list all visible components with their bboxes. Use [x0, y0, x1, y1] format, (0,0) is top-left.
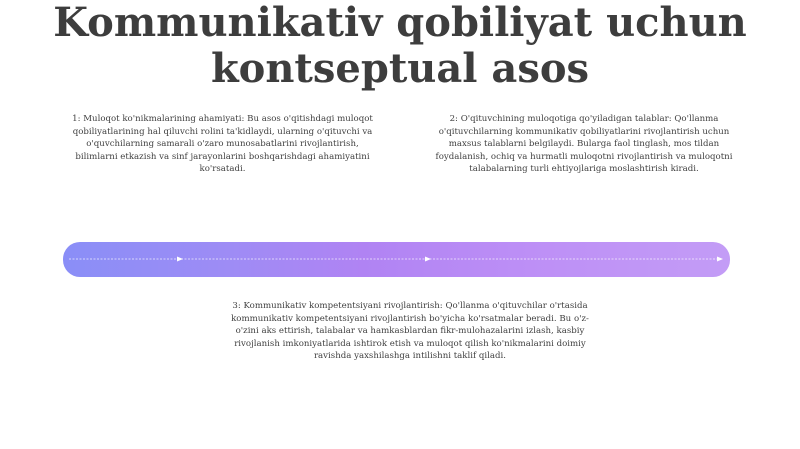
text-block-competence: [230, 300, 590, 363]
text-block-requirements: [428, 113, 740, 176]
arrow-icon: [717, 257, 723, 262]
block-text: Bu asos o'qitishdagi muloqot qobiliyatlarining hal qiluvchi rolini ta'kidlaydi, ularning o'qituvchi va o'quvchilarning samarali o'zaro munosabatlarini rivojlantirish, bilimlarni etkazish va sinf jarayonlarini boshqarishdagi ahamiyatini ko'rsatadi.: [72, 114, 373, 175]
block-heading: 1: Muloqot ko'nikmalarining ahamiyati:: [72, 114, 245, 124]
block-heading: 2: O'qituvchining muloqotiga qo'yiladigan talablar:: [449, 114, 672, 124]
timeline-arrows: [63, 242, 730, 277]
timeline-bar: [63, 242, 730, 277]
page-title: Kommunikativ qobiliyat uchun kontseptual asos: [53, 0, 747, 92]
block-heading: 3: Kommunikativ kompetentsiyani rivojlantirish:: [232, 301, 443, 311]
text-block-importance: [70, 113, 375, 176]
arrow-icon: [177, 257, 183, 262]
block-text: Qo'llanma o'qituvchilar o'rtasida kommunikativ kompetentsiyani rivojlantirish bo'yicha ko'rsatmalar beradi. Bu o'z-o'zini aks ettirish, talabalar va hamkasblardan fikr-mulohazalarini izlash, kasbiy rivojlanish imkoniyatlarida ishtirok etish va muloqot qilish ko'nikmalarini doimiy ravishda yaxshilashga intilishni taklif qiladi.: [231, 301, 589, 362]
arrow-icon: [425, 257, 431, 262]
block-text: Qo'llanma o'qituvchilarning kommunikativ qobiliyatlarini rivojlantirish uchun maxsus talablarni belgilaydi. Bularga faol tinglash, mos tildan foydalanish, ochiq va hurmatli muloqotni rivojlantirish va muloqotni talabalarning turli ehtiyojlariga moslashtirish kiradi.: [435, 114, 733, 175]
